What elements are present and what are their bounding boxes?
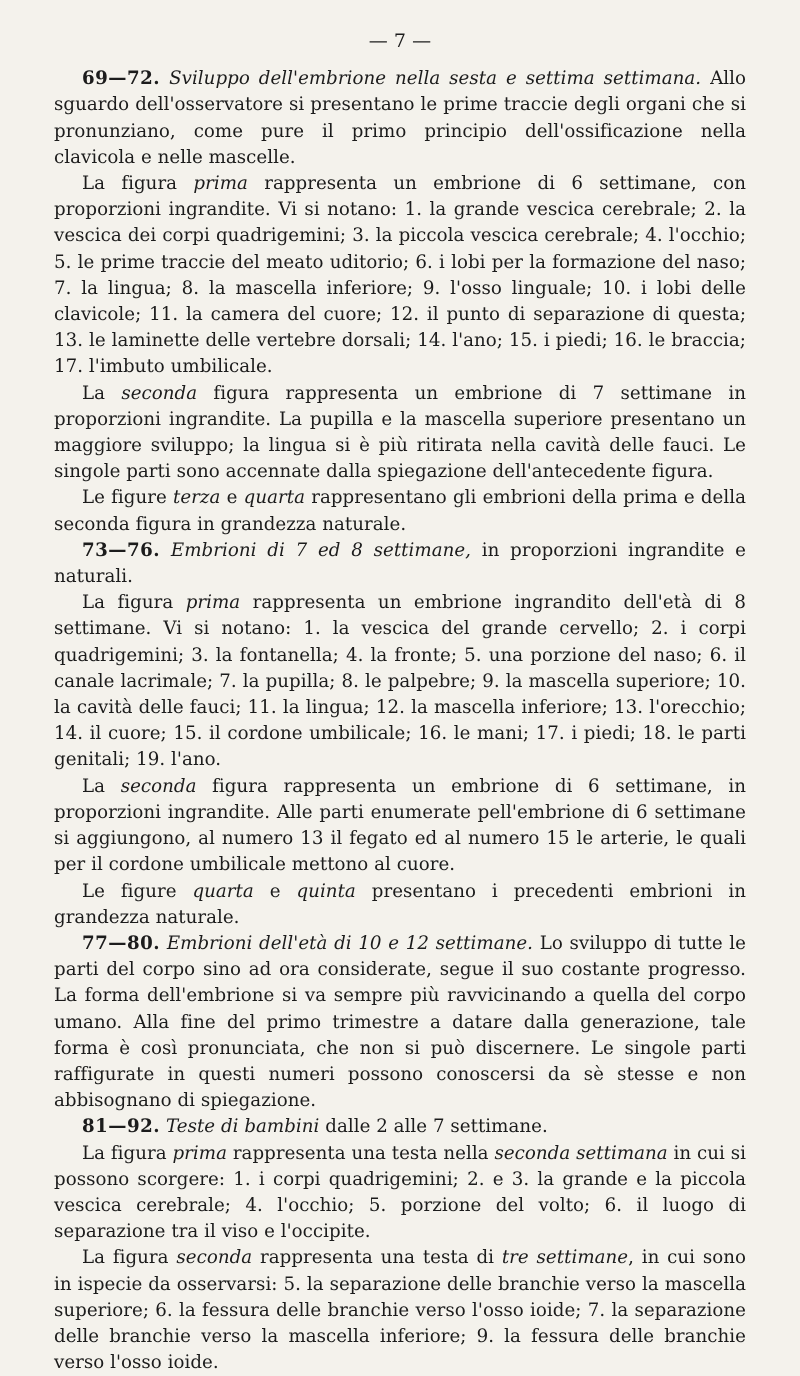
text: rappresenta una testa di xyxy=(252,1247,502,1269)
emphasis: prima xyxy=(172,1142,227,1164)
emphasis: seconda xyxy=(120,775,197,797)
text: rappresentano gli embrioni della prima e della seconda figura in grandezza naturale. xyxy=(54,487,747,535)
text: La figura xyxy=(82,173,194,195)
section-73-76-heading xyxy=(54,538,746,590)
text: rappresenta una testa nella xyxy=(226,1142,495,1164)
text: , in cui sono in ispecie da osservarsi: 5. la separazione delle branchie verso la mascella superiore; 6. la fessura delle branchie verso l'osso ioide; 7. la separazione delle branchie verso la mascella inferiore; 9. la fessura delle branchie verso l'osso ioide. xyxy=(54,1247,746,1374)
emphasis: seconda xyxy=(176,1247,253,1269)
emphasis: terza xyxy=(173,487,221,509)
paragraph xyxy=(54,381,746,486)
text: La figura xyxy=(82,1142,173,1164)
section-title: Teste di bambini xyxy=(165,1116,320,1138)
paragraph-text: dalle 2 alle 7 settimane. xyxy=(319,1116,548,1138)
text: rappresenta un embrione ingrandito dell'età di 8 settimane. Vi si notano: 1. la vescica del grande cervello; 2. i corpi quadrigemini; 3. la fontanella; 4. la fronte; 5. una porzione del naso; 6. il canale lacrimale; 7. la pupilla; 8. le palpebre; 9. la mascella superiore; 10. la cavità delle fauci; 11. la lingua; 12. la mascella inferiore; 13. l'orecchio; 14. il cuore; 15. il cordone umbilicale; 16. le mani; 17. i piedi; 18. le parti genitali; 19. l'ano. xyxy=(54,592,746,771)
paragraph-text: in proporzioni ingrandite e naturali. xyxy=(54,539,746,588)
paragraph xyxy=(54,590,746,773)
text: La figura xyxy=(82,1247,177,1269)
text: presentano i precedenti embrioni in grandezza naturale. xyxy=(54,880,747,928)
text: e xyxy=(253,880,297,902)
text: rappresenta un embrione di 6 settimane, con proporzioni ingrandite. Vi si notano: 1. la grande vescica cerebrale; 2. la vescica dei corpi quadrigemini; 3. la piccola vescica cerebrale; 4. l'occhio; 5. le prime traccie del meato uditorio; 6. i lobi per la formazione del naso; 7. la lingua; 8. la mascella inferiore; 9. l'osso linguale; 10. i lobi delle clavicole; 11. la camera del cuore; 12. il punto di separazione di questa; 13. le laminette delle vertebre dorsali; 14. l'ano; 15. i piedi; 16. le braccia; 17. l'imbuto umbilicale. xyxy=(54,173,746,378)
text: La figura xyxy=(82,592,186,614)
text: in cui si possono scorgere: 1. i corpi quadrigemini; 2. e 3. la grande e la piccola vescica cerebrale; 4. l'occhio; 5. porzione del volto; 6. il luogo di separazione tra il viso e l'occipite. xyxy=(54,1142,746,1243)
emphasis: quarta xyxy=(243,487,306,509)
paragraph xyxy=(54,1245,746,1376)
text: La xyxy=(82,382,122,404)
text: e xyxy=(220,487,244,509)
emphasis: prima xyxy=(193,173,248,195)
section-number: 69—72. xyxy=(82,68,161,90)
paragraph-text: Lo sviluppo di tutte le parti del corpo sino ad ora considerate, segue il suo costante progresso. La forma dell'embrione si va sempre più ravvicinando a quella del corpo umano. Alla fine del primo trimestre a datare dalla generazione, tale forma è così pronunciata, che non si può discernere. Le singole parti raffigurate in questi numeri possono conoscersi da sè stesse e non abbisognano di spiegazione. xyxy=(54,932,746,1112)
paragraph xyxy=(54,774,746,879)
paragraph xyxy=(54,171,746,381)
section-number: 73—76. xyxy=(82,539,161,561)
page-number: — 7 — xyxy=(368,30,432,52)
text: Le figure xyxy=(82,880,193,902)
paragraph xyxy=(54,485,746,537)
emphasis: quinta xyxy=(296,880,356,902)
section-81-92-heading xyxy=(54,1114,746,1140)
paragraph xyxy=(54,1141,746,1246)
emphasis: prima xyxy=(185,592,241,614)
section-69-72-heading xyxy=(54,66,746,171)
paragraph xyxy=(54,879,746,931)
section-77-80-heading xyxy=(54,931,746,1114)
text: figura rappresenta un embrione di 7 settimane in proporzioni ingrandite. La pupilla e la mascella superiore presentano un maggiore sviluppo; la lingua si è più ritirata nella cavità delle fauci. Le singole parti sono accennate dalla spiegazione dell'antecedente figura. xyxy=(54,382,746,483)
section-number: 77—80. xyxy=(82,932,161,954)
section-title: Sviluppo dell'embrione nella sesta e settima settimana. xyxy=(169,68,702,90)
emphasis: seconda xyxy=(121,382,198,404)
page xyxy=(54,28,746,1376)
emphasis: quarta xyxy=(192,880,254,902)
emphasis: seconda settimana xyxy=(494,1142,668,1164)
emphasis: tre settimane xyxy=(501,1247,629,1269)
section-title: Embrioni di 7 ed 8 settimane, xyxy=(170,539,472,561)
text: La xyxy=(82,775,121,797)
paragraph-text: Allo sguardo dell'osservatore si presentano le prime traccie degli organi che si pronunziano, come pure il primo principio dell'ossificazione nella clavicola e nelle mascelle. xyxy=(54,68,746,168)
text: Le figure xyxy=(82,487,173,509)
text: figura rappresenta un embrione di 6 settimane, in proporzioni ingrandite. Alle parti enumerate pell'embrione di 6 settimane si aggiungono, al numero 13 il fegato ed al numero 15 le arterie, le quali per il cordone umbilicale mettono al cuore. xyxy=(54,775,746,876)
section-number: 81—92. xyxy=(82,1116,161,1138)
section-title: Embrioni dell'età di 10 e 12 settimane. xyxy=(166,932,534,954)
